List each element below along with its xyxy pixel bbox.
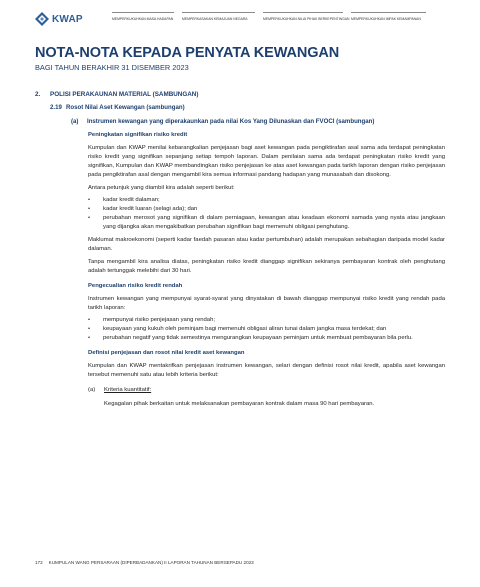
section-label: POLISI PERAKAUNAN MATERIAL (SAMBUNGAN) — [50, 91, 199, 98]
bullet-icon: • — [88, 317, 91, 324]
heading-risiko-kredit: Peningkatan signifikan risiko kredit — [88, 132, 188, 138]
section-heading — [35, 91, 445, 98]
page-subtitle: BAGI TAHUN BERAKHIR 31 DISEMBER 2023 — [35, 63, 189, 72]
heading-definisi: Definisi penjejasan dan rosot nilai kredit aset kewangan — [88, 350, 245, 357]
kwap-logo-icon — [35, 12, 49, 26]
subsection-number: 2.19 — [50, 104, 62, 111]
page-header — [0, 0, 480, 40]
page-title: NOTA-NOTA KEPADA PENYATA KEWANGAN — [35, 45, 340, 61]
paragraph-3: Maklumat makroekonomi (seperti kadar faedah pasaran atau kadar pertumbuhan) adalah merupakan sebahagian daripada model kadar dalaman. — [88, 237, 445, 252]
logo-text: KWAP — [52, 13, 83, 25]
section-number: 2. — [35, 91, 41, 98]
nav-item-masa-hadapan: MEMPERKUKUHKAN MASA HADAPAN — [112, 12, 174, 21]
criteria-label: Kriteria kuantitatif: — [104, 386, 152, 393]
paragraph-2: Antara petunjuk yang diambil kira adalah seperti berikut: — [88, 184, 235, 191]
paragraph-a-number: (a) — [71, 118, 79, 125]
list-item: • perubahan merosot yang signifikan di dalam perniagaan, kewangan atau keadaan ekonomi samada yang nyata atau jangkaan yang dijangka akan mengakibatkan perubahan signifikan bagi memenuhi obligasi penghutang. — [88, 215, 445, 231]
page-number: 172 — [35, 560, 43, 565]
list-item: • mempunyai risiko penjejasan yang rendah; — [88, 317, 215, 324]
header-nav — [112, 12, 426, 21]
bullet-icon: • — [88, 215, 91, 222]
paragraph-a-label: Instrumen kewangan yang diperakaunkan pada nilai Kos Yang Dilunaskan dan FVOCI (sambungan) — [87, 118, 375, 125]
document-content — [35, 91, 445, 409]
bullet-icon: • — [88, 326, 91, 333]
list-item: • perubahan negatif yang tidak semestinya mengurangkan keupayaan peminjam untuk membuat pembayaran bila perlu. — [88, 335, 413, 342]
paragraph-5: Instrumen kewangan yang mempunyai syarat-syarat yang dinyatakan di bawah dianggap mempunyai risiko kredit yang rendah pada tarikh laporan: — [88, 295, 445, 311]
kwap-logo — [35, 12, 83, 26]
body-text — [88, 131, 445, 409]
nav-item-kemajuan-negara: MEMPERKASAKAN KEMAJUAN NEGARA — [182, 12, 255, 21]
list-item: • keupayaan yang kukuh oleh peminjam bagi memenuhi obligasi aliran tunai dalam jangka masa terdekat; dan — [88, 326, 387, 333]
paragraph-a-heading — [71, 118, 445, 125]
bullet-icon: • — [88, 335, 91, 342]
page-footer — [35, 560, 254, 565]
heading-pengecualian: Pengecualian risiko kredit rendah — [88, 282, 183, 289]
list-item: • kadar kredit luaran (selagi ada); dan — [88, 206, 198, 213]
nav-item-nilai-pihak: MEMPERKUKUHKAN NILAI PIHAK BERKEPENTINGAN — [263, 12, 343, 21]
footer-text: KUMPULAN WANG PERSARAAN (DIPERBADANKAN) II LAPORAN TAHUNAN BERSEPADU 2023 — [48, 560, 254, 565]
bullet-icon: • — [88, 206, 91, 213]
paragraph-6: Kumpulan dan KWAP mentakrifkan penjejasan instrumen kewangan, selari dengan definisi rosot nilai kredit, apabila aset kewangan tersebut memenuhi satu atau lebih kriteria berikut: — [88, 363, 445, 378]
criteria-text: Kegagalan pihak berkaitan untuk melaksanakan pembayaran kontrak dalam masa 90 hari pembayaran. — [104, 400, 375, 407]
bullet-list-1 — [88, 196, 445, 232]
criteria-number: (a) — [88, 386, 96, 393]
bullet-icon: • — [88, 197, 91, 204]
list-item: • kadar kredit dalaman; — [88, 197, 160, 204]
criteria-heading — [88, 386, 445, 395]
subsection-heading — [50, 104, 445, 111]
nav-item-impak-kemampanan: MEMPERKUKUHKAN IMPAK KEMAMPANAN — [351, 12, 426, 21]
paragraph-1: Kumpulan dan KWAP menilai kebarangkalian penjejasan bagi aset kewangan pada pengiktirafan asal sama ada terdapat peningkatan risiko kredit yang signifikan sepanjang setiap tempoh laporan. Dalam penilaian sama ada terdapat peningkatan risiko kredit yang signifikan, Kumpulan dan KWAP membandingkan risiko penjejasan ke atas aset kewangan pada tarikh laporan dengan risiko penjejasan pada pengiktirafan asal dengan mengambil kira semua informasi pandang hadapan yang munasabah dan disokong. — [88, 144, 445, 178]
paragraph-4: Tanpa mengambil kira analisa diatas, peningkatan risiko kredit dianggap signifikan sekiranya pembayaran kontrak oleh penghutang adalah tertunggak melebihi dari 30 hari. — [88, 258, 445, 274]
bullet-list-2 — [88, 316, 445, 343]
subsection-label: Rosot Nilai Aset Kewangan (sambungan) — [66, 104, 185, 111]
